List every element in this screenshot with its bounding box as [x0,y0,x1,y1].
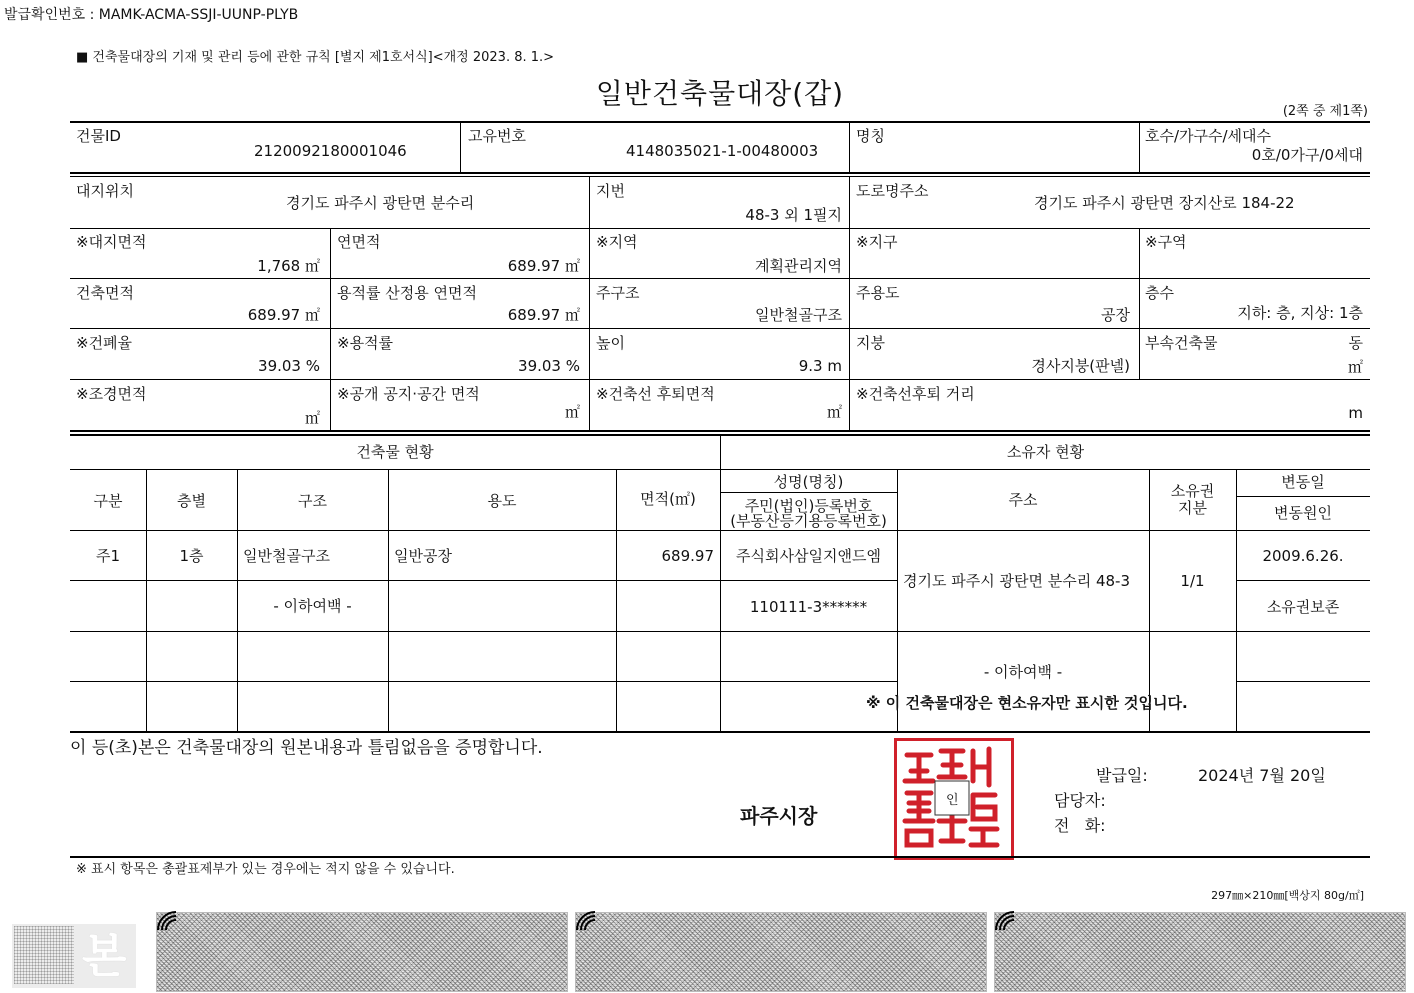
annex-area-unit: ㎡ [1347,358,1363,376]
owner-change-reason: 소유권보존 [1266,598,1340,616]
owner-address: 경기도 파주시 광탄면 분수리 48-3 [903,572,1130,590]
issue-confirmation-number: 발급확인번호 : MAMK-ACMA-SSJI-UUNP-PLYB [4,7,299,23]
setback-area-unit: ㎡ [826,403,842,421]
units-label: 호수/가구수/세대수 [1145,127,1272,145]
corner-mark-icon [575,910,597,932]
total-floor-area-label: 연면적 [337,233,381,251]
site-location-label: 대지위치 [76,182,134,200]
corner-mark-icon [994,910,1016,932]
building-end-mark: - 이하여백 - [273,597,352,615]
header-address: 주소 [1008,491,1038,509]
grid-line [849,228,850,430]
units-value: 0호/0가구/0세대 [1251,146,1363,164]
public-space-label: ※공개 공지·공간 면적 [337,385,480,403]
building-area-value: 689.97 ㎡ [247,306,320,324]
header-reg-no-sub: (부동산등기용등록번호) [730,512,887,530]
setback-distance-label: ※건축선후퇴 거리 [856,385,975,403]
grid-line [70,856,1370,858]
far-value: 39.03 % [518,357,580,375]
regulation-reference: ■ 건축물대장의 기재 및 관리 등에 관한 규칙 [별지 제1호서식]<개정 2023. 8. 1.> [76,50,555,65]
grid-line [589,176,590,228]
annex-count-unit: 동 [1348,334,1363,352]
watermark-char: 본 [82,929,127,983]
grid-line [720,492,897,493]
main-structure-label: 주구조 [596,284,640,302]
total-floor-area-value: 689.97 ㎡ [507,257,580,275]
coverage-ratio-value: 39.03 % [258,357,320,375]
corner-mark-icon [156,910,178,932]
road-address-value: 경기도 파주시 광탄면 장지산로 184-22 [1034,194,1295,212]
row-floor: 1층 [179,547,204,565]
site-area-value: 1,768 ㎡ [257,257,320,275]
document-title: 일반건축물대장(갑) [595,77,845,110]
grid-line [70,681,897,682]
height-value: 9.3 m [798,357,842,375]
header-area: 면적(㎡) [640,490,696,508]
security-pattern [156,912,568,992]
issue-date: 2024년 7월 20일 [1198,766,1326,785]
roof-value: 경사지붕(판넬) [1031,357,1130,375]
setback-area-label: ※건축선 후퇴면적 [596,385,715,403]
main-use-label: 주용도 [856,284,900,302]
grid-line [70,121,1370,123]
coverage-ratio-label: ※건폐율 [76,334,133,352]
lot-no-label: 지번 [596,182,625,200]
paper-spec: 297㎜×210㎜[백상지 80g/㎡] [1211,889,1364,902]
zone-label: ※구역 [1145,233,1187,251]
manager-label: 담당자: [1054,791,1106,810]
row-division: 주1 [95,547,121,565]
district-label: ※지구 [856,233,898,251]
page-info: (2쪽 중 제1쪽) [1282,104,1368,119]
building-id-label: 건물ID [76,127,121,145]
grid-line [70,278,1370,279]
grid-line [70,172,1370,174]
grid-line [70,328,1370,329]
grid-line [70,580,897,581]
floors-label: 층수 [1145,284,1174,302]
owner-reg-no: 110111-3****** [749,598,868,616]
grid-line [589,228,590,430]
grid-line [1139,122,1140,172]
unique-no-label: 고유번호 [468,127,526,145]
watermark-pattern [14,926,74,984]
grid-line [330,228,331,430]
region-value: 계획관리지역 [755,257,842,275]
far-label: ※용적률 [337,334,394,352]
grid-line [70,176,1370,177]
grid-line [70,228,1370,229]
grid-line [1236,496,1370,497]
footnote: ※ 표시 항목은 총괄표제부가 있는 경우에는 적지 않을 수 있습니다. [76,862,455,877]
owner-change-date: 2009.6.26. [1262,547,1344,565]
watermark-box [12,924,136,988]
far-floor-area-value: 689.97 ㎡ [507,306,580,324]
header-reg-no: 주민(법인)등록번호 [744,497,873,515]
site-area-label: ※대지면적 [76,233,147,251]
building-id-value: 2120092180001046 [254,142,407,160]
current-owner-note: ※ 이 건축물대장은 현소유자만 표시한 것입니다. [866,694,1188,712]
header-change-reason: 변동원인 [1274,504,1332,522]
grid-line [849,176,850,228]
header-floor: 층별 [177,492,206,510]
grid-line [460,122,461,172]
grid-line [70,430,1370,432]
region-label: ※지역 [596,233,638,251]
owner-end-mark: - 이하여백 - [983,663,1063,681]
building-area-label: 건축면적 [76,284,134,302]
grid-line [70,379,1370,380]
issuer-name: 파주시장 [740,804,818,828]
row-area: 689.97 [661,547,714,565]
unique-no-value: 4148035021-1-00480003 [626,142,819,160]
header-owner-name: 성명(명칭) [773,473,844,491]
header-structure: 구조 [298,492,327,510]
security-pattern [994,912,1406,992]
height-label: 높이 [596,334,625,352]
certification-text: 이 등(초)본은 건축물대장의 원본내용과 틀림없음을 증명합니다. [70,738,543,758]
main-structure-value: 일반철골구조 [755,306,842,324]
header-division: 구분 [93,492,123,510]
main-use-value: 공장 [1101,306,1130,324]
grid-line [1236,681,1370,682]
grid-line [849,122,850,172]
header-share: 소유권 지분 [1170,482,1215,517]
annex-label: 부속건축물 [1145,334,1218,352]
grid-line [1139,228,1140,379]
header-use: 용도 [487,492,517,510]
roof-label: 지붕 [856,334,885,352]
lot-no-value: 48-3 외 1필지 [745,206,842,224]
row-use: 일반공장 [394,547,452,565]
owner-status-title: 소유자 현황 [1006,443,1085,461]
name-label: 명칭 [856,127,885,145]
landscape-area-label: ※조경면적 [76,385,147,403]
far-floor-area-label: 용적률 산정용 연면적 [337,284,477,302]
grid-line [1236,580,1370,581]
header-change-date: 변동일 [1281,473,1325,491]
building-status-title: 건축물 현황 [356,443,434,461]
owner-name: 주식회사삼일지앤드엠 [736,547,881,565]
security-pattern [575,912,987,992]
setback-distance-unit: m [1348,404,1363,422]
public-space-unit: ㎡ [564,403,580,421]
row-structure: 일반철골구조 [243,547,330,565]
issue-date-label: 발급일: [1096,766,1148,785]
floors-value: 지하: 층, 지상: 1층 [1237,304,1363,322]
seal-label: 인 [946,793,959,808]
site-location-value: 경기도 파주시 광탄면 분수리 [286,194,475,212]
grid-line [616,469,617,732]
landscape-area-unit: ㎡ [304,409,320,427]
road-address-label: 도로명주소 [856,182,929,200]
phone-label: 전 화: [1054,816,1106,835]
owner-share: 1/1 [1180,572,1205,590]
